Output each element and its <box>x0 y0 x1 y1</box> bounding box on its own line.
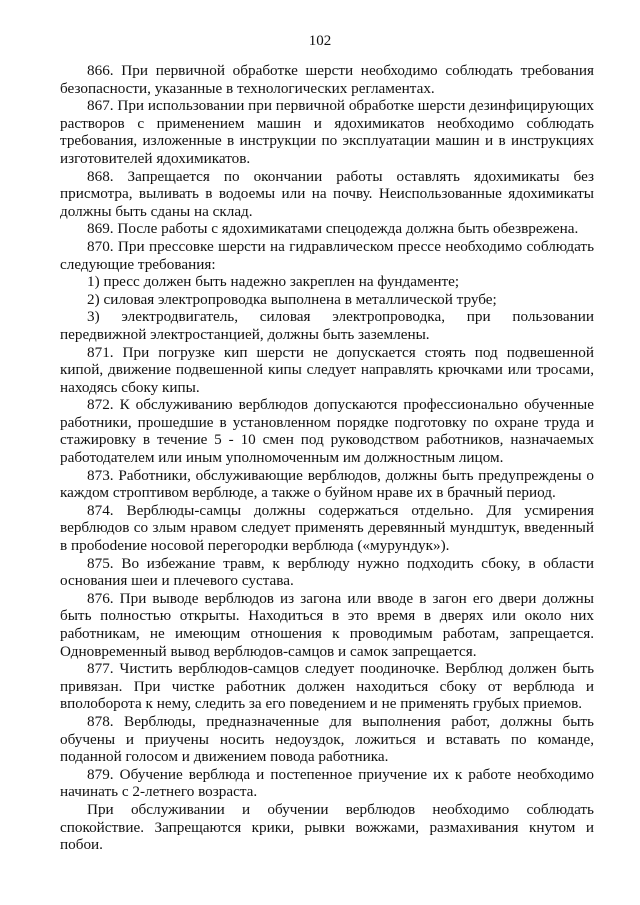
paragraph-866: 866. При первичной обработке шерсти необходимо соблюдать требования безопасности, указанные в технологических регламентах. <box>60 62 594 97</box>
paragraph-874: 874. Верблюды-самцы должны содержаться отдельно. Для усмирения верблюдов со злым нравом следует применять деревянный мундштук, введенный в пробоdение носовой перегородки верблюда («мурундук»). <box>60 501 594 555</box>
paragraph-879-continued: При обслуживании и обучении верблюдов необходимо соблюдать спокойствие. Запрещаются крики, рывки вожжами, размахивания кнутом и побои. <box>60 800 594 854</box>
paragraph-875: 875. Во избежание травм, к верблюду нужно подходить сбоку, в области основания шеи и плечевого сустава. <box>60 554 594 590</box>
paragraph-872: 872. К обслуживанию верблюдов допускаются профессионально обученные работники, прошедшие в установленном порядке подготовку по охране труда и стажировку в течение 5 - 10 смен под руководством работников, назначаемых работодателем или иным уполномоченным им должностным лицом. <box>60 396 594 467</box>
page-number: 102 <box>308 33 332 49</box>
paragraph-871: 871. При погрузке кип шерсти не допускается стоять под подвешенной кипой, движение подвешенной кипы следует направлять крючками или тросами, находясь сбоку кипы. <box>60 343 594 396</box>
paragraph-868: 868. Запрещается по окончании работы оставлять ядохимикаты без присмотра, выливать в водоемы или на почву. Неиспользованные ядохимикаты должны быть сданы на склад. <box>60 167 594 220</box>
list-item-3: 3) электродвигатель, силовая электропроводка, при пользовании передвижной электростанцией, должны быть заземлены. <box>60 308 594 343</box>
paragraph-870: 870. При прессовке шерсти на гидравлическом прессе необходимо соблюдать следующие требования: <box>60 237 594 273</box>
paragraph-869: 869. После работы с ядохимикатами спецодежда должна быть обезврежена. <box>87 220 579 238</box>
list-item-1: 1) пресс должен быть надежно закреплен на фундаменте; <box>87 273 460 291</box>
paragraph-877: 877. Чистить верблюдов-самцов следует поодиночке. Верблюд должен быть привязан. При чистке работник должен находиться сбоку от верблюда и вполоборота к нему, следить за его поведением и не применять грубых приемов. <box>60 660 594 713</box>
paragraph-878: 878. Верблюды, предназначенные для выполнения работ, должны быть обучены и приучены носить недоуздок, ложиться и вставать по команде, поданной голосом и движением повода работника. <box>60 712 594 766</box>
paragraph-876: 876. При выводе верблюдов из загона или вводе в загон его двери должны быть полностью открыты. Находиться в это время в дверях или около них работникам, не имеющим отношения к проводимым работам, запрещается. Одновременный вывод верблюдов-самцов и самок запрещается. <box>60 589 594 660</box>
paragraph-873: 873. Работники, обслуживающие верблюдов, должны быть предупреждены о каждом строптивом верблюде, а также о буйном нраве их в брачный период. <box>60 466 594 502</box>
list-item-2: 2) силовая электропроводка выполнена в металлической трубе; <box>87 290 497 308</box>
paragraph-867: 867. При использовании при первичной обработке шерсти дезинфицирующих растворов с применением машин и ядохимикатов необходимо соблюдать требования, изложенные в инструкции по эксплуатации машин и в инструкциях изготовителей ядохимикатов. <box>60 97 595 167</box>
document-body <box>60 62 594 854</box>
paragraph-879: 879. Обучение верблюда и постепенное приучение их к работе необходимо начинать с 2-летнего возраста. <box>60 765 594 801</box>
